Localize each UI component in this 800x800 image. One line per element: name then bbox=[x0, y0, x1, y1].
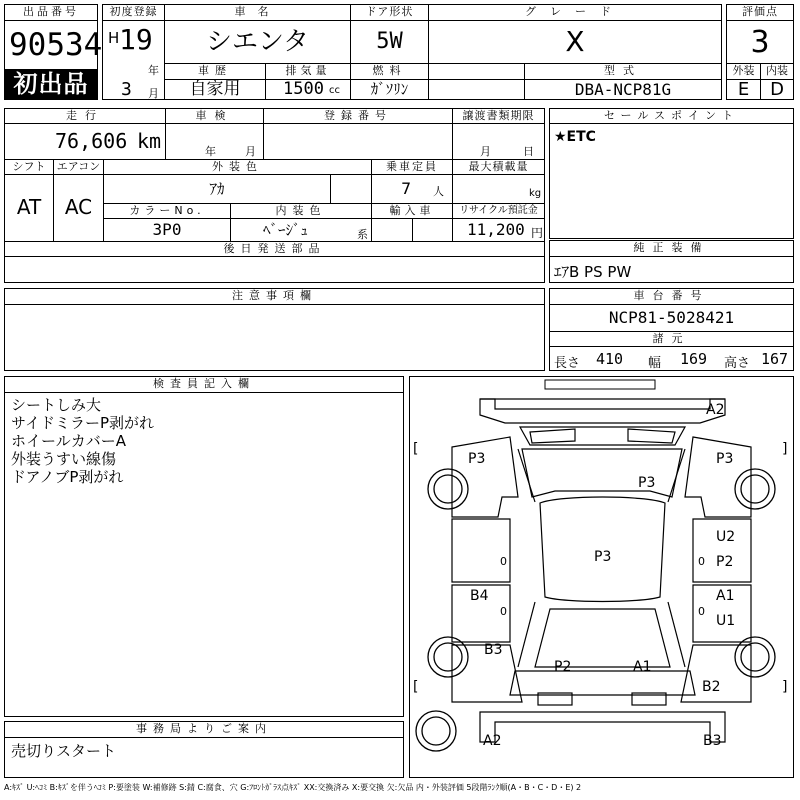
recycle-unit: 円 bbox=[531, 226, 544, 240]
shift-label: シフト bbox=[12, 160, 46, 173]
grade-label: グレード bbox=[525, 5, 625, 18]
transfer-month-unit: 月 bbox=[480, 145, 491, 158]
mark-u2: U2 bbox=[716, 529, 736, 545]
inspector-note: ホイールカバーA bbox=[11, 432, 126, 450]
score-value: 3 bbox=[750, 25, 770, 60]
office-notice-value: 売切りスタート bbox=[11, 742, 117, 760]
recycle-label: リサイクル預託金 bbox=[459, 205, 538, 216]
inspector-note: ドアノブP剥がれ bbox=[11, 468, 124, 486]
length-value: 410 bbox=[596, 350, 624, 368]
mark-p3-right: P3 bbox=[716, 451, 734, 467]
car-name-label: 車名 bbox=[234, 5, 281, 18]
history-label: 車歴 bbox=[198, 64, 232, 77]
mark-a1-rear: A1 bbox=[633, 659, 652, 675]
zero-right: 0 bbox=[698, 555, 705, 568]
reg-no-label: 登録番号 bbox=[324, 109, 392, 122]
score-box bbox=[726, 4, 794, 100]
era: H bbox=[108, 29, 120, 47]
inspector-notes-label: 検査員記入欄 bbox=[153, 377, 255, 390]
mark-b3-bottom: B3 bbox=[703, 733, 722, 749]
month-unit: 月 bbox=[148, 87, 159, 100]
inspection-month-unit: 月 bbox=[245, 145, 256, 158]
transfer-docs-label: 譲渡書類期限 bbox=[462, 109, 535, 122]
ext-color-label: 外装色 bbox=[212, 160, 263, 173]
capacity-value: 7 bbox=[401, 179, 412, 198]
model-value: DBA-NCP81G bbox=[574, 80, 672, 99]
car-name: シエンタ bbox=[206, 27, 309, 57]
mark-b2: B2 bbox=[702, 679, 721, 695]
height-label: 高さ bbox=[724, 356, 751, 371]
max-load-unit: kg bbox=[529, 188, 542, 199]
ext-color-value: ｱｶ bbox=[209, 180, 225, 198]
lot-number-box bbox=[4, 4, 103, 100]
exterior-grade: E bbox=[737, 79, 750, 100]
fuel-value: ｶﾞｿﾘﾝ bbox=[370, 80, 409, 98]
lot-number-label: 出品番号 bbox=[23, 5, 79, 18]
first-reg-month: 3 bbox=[121, 79, 132, 100]
sales-point-box bbox=[549, 108, 794, 239]
specs-label: 諸元 bbox=[652, 332, 691, 345]
sales-point-value: ★ETC bbox=[554, 129, 596, 145]
fuel-label: 燃料 bbox=[372, 64, 407, 77]
zero-left-lower: 0 bbox=[500, 605, 507, 618]
mark-a2-top: A2 bbox=[706, 402, 725, 418]
office-notice-label: 事務局よりご案内 bbox=[136, 722, 272, 735]
header-main-box bbox=[102, 4, 722, 100]
later-parts-label: 後日発送部品 bbox=[223, 242, 326, 255]
width-label: 幅 bbox=[648, 356, 662, 371]
chassis-box bbox=[549, 288, 794, 371]
bracket-left: [ bbox=[413, 441, 419, 457]
bracket-right: ] bbox=[782, 441, 788, 457]
mark-p3-center: P3 bbox=[594, 549, 612, 565]
car-diagram bbox=[410, 377, 793, 777]
inspector-notes-box bbox=[4, 376, 404, 717]
caution-box bbox=[4, 288, 545, 371]
capacity-label: 乗車定員 bbox=[386, 160, 438, 173]
mark-a2-bottom: A2 bbox=[483, 733, 502, 749]
mileage-label: 走行 bbox=[66, 109, 104, 122]
mark-b3-left: B3 bbox=[484, 642, 503, 658]
caution-label: 注意事項欄 bbox=[232, 289, 317, 302]
displacement-label: 排気量 bbox=[285, 64, 331, 77]
mark-p2-rear: P2 bbox=[554, 659, 572, 675]
ac-label: エアコン bbox=[56, 160, 101, 173]
grade-value: X bbox=[565, 25, 585, 58]
mileage-unit: km bbox=[137, 129, 162, 153]
first-reg-label: 初度登録 bbox=[109, 5, 158, 18]
length-label: 長さ bbox=[554, 356, 581, 371]
sales-point-label: セールスポイント bbox=[603, 109, 739, 122]
vehicle-info-box bbox=[4, 108, 545, 283]
ac-value: AC bbox=[64, 195, 93, 219]
max-load-label: 最大積載量 bbox=[468, 160, 529, 173]
capacity-unit: 人 bbox=[433, 185, 444, 198]
chassis-number: NCP81-5028421 bbox=[608, 308, 735, 327]
model-label: 型式 bbox=[604, 64, 642, 77]
bracket-right-rear: ] bbox=[782, 679, 788, 695]
displacement-unit: cc bbox=[329, 85, 340, 96]
first-listing-badge: 初出品 bbox=[5, 69, 97, 99]
door-value: 5W bbox=[376, 29, 403, 54]
equipment-value: ｴｱB PS PW bbox=[554, 263, 632, 281]
interior-label: 内装 bbox=[766, 64, 788, 77]
mark-p2-right: P2 bbox=[716, 554, 734, 570]
damage-diagram-box bbox=[409, 376, 794, 778]
int-color-label: 内装色 bbox=[275, 204, 327, 217]
color-no-value: 3P0 bbox=[152, 220, 182, 239]
displacement-value: 1500 bbox=[283, 79, 324, 99]
mark-p3-roof: P3 bbox=[638, 475, 656, 491]
history-value: 自家用 bbox=[189, 79, 241, 99]
first-reg-year: 19 bbox=[119, 23, 153, 56]
color-no-label: カラーNo. bbox=[129, 204, 205, 217]
interior-grade: D bbox=[770, 79, 784, 100]
exterior-label: 外装 bbox=[732, 64, 755, 77]
chassis-label: 車台番号 bbox=[633, 289, 710, 302]
mark-u1: U1 bbox=[716, 613, 736, 629]
inspection-year-unit: 年 bbox=[205, 145, 216, 158]
door-label: ドア形状 bbox=[365, 5, 414, 18]
int-color-unit: 系 bbox=[357, 228, 368, 241]
transfer-day-unit: 日 bbox=[523, 145, 534, 158]
inspector-note: シートしみ大 bbox=[11, 396, 102, 414]
recycle-value: 11,200 bbox=[467, 220, 525, 239]
shift-value: AT bbox=[16, 195, 42, 219]
mark-a1-right: A1 bbox=[716, 588, 735, 604]
inspector-note: 外装うすい線傷 bbox=[11, 450, 117, 468]
equipment-box bbox=[549, 240, 794, 283]
score-label: 評価点 bbox=[742, 5, 778, 18]
height-value: 167 bbox=[761, 350, 789, 368]
legend-footer: A:ｷｽﾞ U:ﾍｺﾐ B:ｷｽﾞを伴うﾍｺﾐ P:要塗装 W:補修跡 S:錆 C:腐食、穴 G:ﾌﾛﾝﾄｶﾞﾗｽ点ｷｽﾞ XX:交換済み X:要交換 欠:欠品 内・外装評価 5段階ﾗﾝｸ順(A・B・C・D・E) 2 bbox=[4, 783, 582, 792]
zero-right-lower: 0 bbox=[698, 605, 705, 618]
width-value: 169 bbox=[680, 350, 708, 368]
mark-b4: B4 bbox=[470, 588, 489, 604]
equipment-label: 純正装備 bbox=[633, 241, 710, 254]
zero-left: 0 bbox=[500, 555, 507, 568]
year-unit: 年 bbox=[148, 64, 159, 77]
office-notice-box bbox=[4, 721, 404, 778]
int-color-value: ﾍﾞｰｼﾞｭ bbox=[263, 221, 309, 239]
inspector-note: サイドミラーP剥がれ bbox=[11, 414, 154, 432]
bracket-left-rear: [ bbox=[413, 679, 419, 695]
mark-p3-left: P3 bbox=[468, 451, 486, 467]
lot-number: 90534 bbox=[9, 27, 103, 63]
import-label: 輸入車 bbox=[389, 204, 435, 217]
mileage-value: 76,606 bbox=[55, 129, 128, 153]
inspection-label: 車検 bbox=[195, 109, 234, 122]
